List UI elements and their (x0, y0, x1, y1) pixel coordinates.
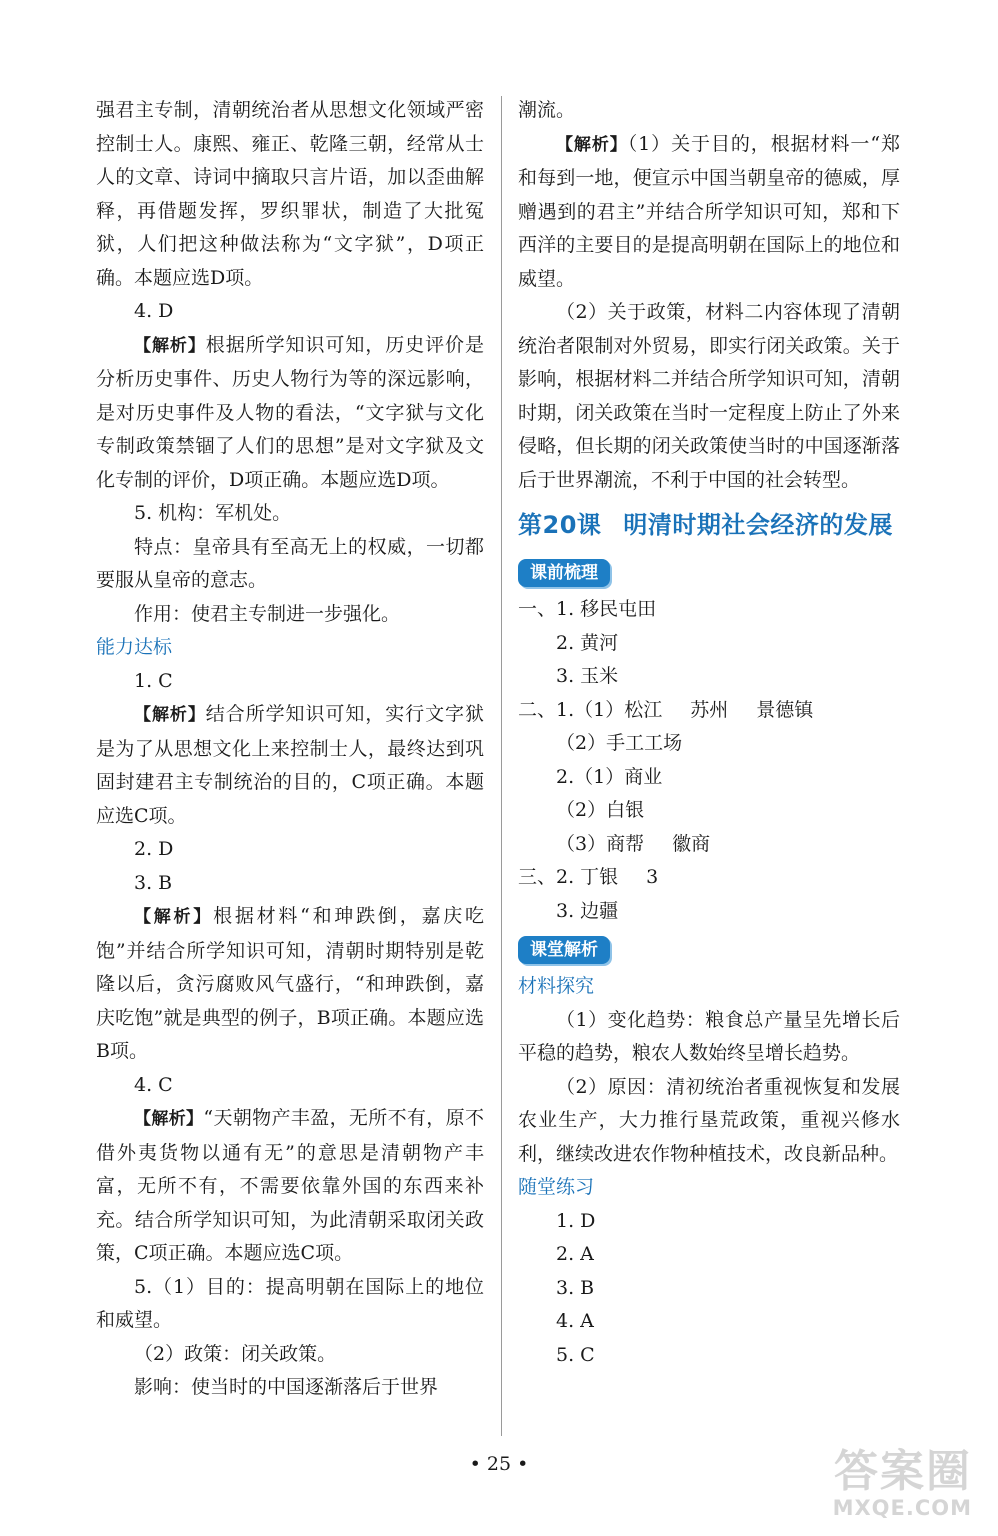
watermark-url: MXQE.COM (832, 1496, 972, 1520)
ability-5-purpose: 5.（1）目的：提高明朝在国际上的地位和威望。 (96, 1275, 484, 1331)
ability-1-analysis: 【解析】结合所学知识可知，实行文字狱是为了从思想文化上来控制士人，最终达到巩固封建君主专制统治的目的，C项正确。本题应选C项。 (96, 703, 484, 827)
ability-1: 1. C (134, 669, 173, 692)
review-9: 三、2. 丁银 3 (518, 866, 659, 888)
watermark-logo (802, 1448, 972, 1528)
review-3: 3. 玉米 (556, 665, 619, 687)
left-column (96, 94, 484, 1405)
ability-5-impact: 影响：使当时的中国逐渐落后于世界 (134, 1376, 439, 1398)
question-5-feature: 特点：皇帝具有至高无上的权威，一切都要服从皇帝的意志。 (96, 535, 484, 591)
lesson-title (518, 505, 900, 545)
analysis-tag: 【解析】 (134, 335, 206, 356)
question-5-effect: 作用：使君主专制进一步强化。 (134, 602, 401, 625)
review-8: （3）商帮 徽商 (556, 832, 711, 855)
practice-2: 2. A (556, 1243, 594, 1265)
practice-3: 3. B (556, 1276, 595, 1299)
ability-3: 3. B (134, 871, 173, 894)
lesson-number: 第20课 (518, 511, 602, 539)
continued-answer: 强君主专制，清朝统治者从思想文化领域严密控制士人。康熙、雍正、乾隆三朝，经常从士人的文章、诗词中摘取只言片语，加以歪曲解释，再借题发挥，罗织罪状，制造了大批冤狱，人们把这种做法称为“文字狱”，D项正确。本题应选D项。 (96, 99, 484, 289)
badge-pre-class: 课前梳理 (518, 559, 610, 587)
ability-2: 2. D (134, 838, 174, 860)
analysis-purpose: 【解析】（1）关于目的，根据材料一“郑和每到一地，便宣示中国当朝皇帝的德威，厚赠遇到的君主”并结合所学知识可知，郑和下西洋的主要目的是提高明朝在国际上的地位和威望。 (518, 132, 901, 290)
analysis-tag: 【解析】 (134, 705, 206, 725)
review-7: （2）白银 (556, 799, 645, 821)
question-4: 4. D (134, 300, 174, 322)
analysis-4: 【解析】根据所学知识可知，历史评价是分析历史事件、历史人物行为等的深远影响，是对历史事件及人物的看法，“文字狱与文化专制政策禁锢了人们的思想”是对文字狱及文化专制的评价，D项正确。本题应选D项。 (96, 333, 484, 491)
material-2: （2）原因：清初统治者重视恢复和发展农业生产，大力推行垦荒政策，重视兴修水利，继续改进农作物种植技术，改良新品种。 (518, 1075, 900, 1165)
column-divider (501, 96, 502, 1436)
section-heading-material: 材料探究 (518, 975, 595, 997)
page-number: • 25 • (469, 1453, 529, 1475)
badge-in-class: 课堂解析 (518, 936, 610, 964)
analysis-tag: 【解析】 (134, 1109, 204, 1129)
review-4: 二、1.（1）松江 苏州 景德镇 (518, 698, 814, 721)
ability-5-policy: （2）政策：闭关政策。 (134, 1342, 337, 1365)
ability-4-analysis: 【解析】“天朝物产丰盈，无所不有，原不借外夷货物以通有无”的意思是清朝物产丰富，无所不有，不需要依靠外国的东西来补充。结合所学知识可知，为此清朝采取闭关政策，C项正确。本题应选C项。 (96, 1107, 485, 1264)
analysis-tag: 【解析】 (134, 907, 214, 927)
review-10: 3. 边疆 (556, 899, 619, 922)
practice-5: 5. C (556, 1343, 595, 1366)
analysis-policy: （2）关于政策，材料二内容体现了清朝统治者限制对外贸易，即实行闭关政策。关于影响，根据材料二并结合所学知识可知，清朝时期，闭关政策在当时一定程度上防止了外来侵略，但长期的闭关政策使当时的中国逐渐落后于世界潮流，不利于中国的社会转型。 (518, 301, 900, 491)
review-5: （2）手工工场 (556, 732, 683, 754)
continued-text: 潮流。 (518, 99, 576, 121)
watermark-text: 答案圈 (834, 1446, 972, 1497)
review-2: 2. 黄河 (556, 631, 619, 654)
ability-4: 4. C (134, 1073, 173, 1096)
lesson-name: 明清时期社会经济的发展 (623, 511, 893, 539)
review-1: 一、1. 移民屯田 (518, 598, 657, 620)
question-5: 5. 机构：军机处。 (134, 502, 292, 524)
practice-1: 1. D (556, 1209, 596, 1232)
ability-3-analysis: 【解析】根据材料“和珅跌倒，嘉庆吃饱”并结合所学知识可知，清朝时期特别是乾隆以后，贪污腐败风气盛行，“和珅跌倒，嘉庆吃饱”就是典型的例子，B项正确。本题应选B项。 (96, 905, 485, 1062)
analysis-tag: 【解析】 (556, 134, 628, 155)
right-column (518, 94, 900, 1372)
review-6: 2.（1）商业 (556, 765, 663, 788)
practice-4: 4. A (556, 1310, 594, 1332)
material-1: （1）变化趋势：粮食总产量呈先增长后平稳的趋势，粮农人数始终呈增长趋势。 (518, 1008, 900, 1064)
section-heading-ability: 能力达标 (96, 636, 173, 658)
section-heading-practice: 随堂练习 (518, 1176, 595, 1198)
